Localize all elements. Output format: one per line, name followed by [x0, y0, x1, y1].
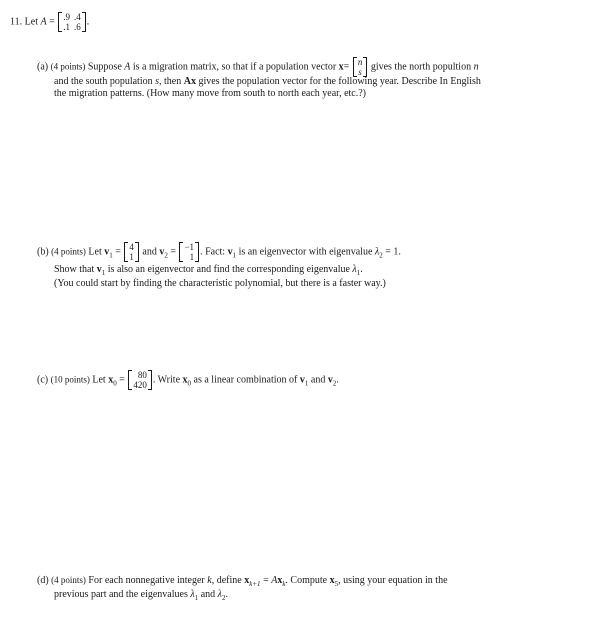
part-a-text: is a migration matrix, so that if a population vector — [132, 61, 337, 73]
subscript-2: 2 — [332, 379, 337, 388]
part-a-line-1 — [37, 57, 479, 77]
matrix-a-11: .9 — [63, 12, 70, 22]
part-b-text: Let — [88, 246, 102, 258]
part-b-line-2 — [54, 264, 363, 279]
vector-v2-entry: 1 — [189, 252, 195, 262]
part-c-line-1 — [37, 370, 339, 390]
equals-sign: = — [343, 61, 350, 73]
equals-sign: = — [119, 374, 125, 386]
part-d-text: , define — [211, 575, 242, 586]
equals-sign: = — [115, 246, 121, 258]
part-b-points: (4 points) — [51, 246, 86, 257]
part-d-text: and — [200, 589, 216, 600]
vector-v2-entry: −1 — [184, 242, 195, 252]
part-d-text: , using your equation in the — [338, 575, 448, 586]
part-c-text: as a linear combination of — [193, 374, 298, 386]
vector-symbol-x: x — [277, 575, 283, 586]
subscript-1: 1 — [232, 251, 237, 260]
part-a-label: (a) — [37, 61, 49, 73]
equals-sign: = — [49, 16, 55, 28]
part-d-line-2 — [54, 589, 228, 604]
vector-symbol-v: v — [327, 374, 333, 386]
part-a-text: gives the population vector for the following year. Describe In English — [198, 76, 481, 87]
equals-sign: = — [170, 246, 176, 258]
part-d-text: For each nonnegative integer — [88, 575, 205, 586]
vector-symbol-v: v — [299, 374, 305, 386]
vector-x0-entry: 420 — [133, 380, 147, 390]
vector-v2 — [179, 242, 199, 262]
vector-v1-entry: 1 — [129, 252, 134, 262]
symbol-ax: Ax — [183, 76, 196, 87]
matrix-symbol-a: A — [271, 575, 278, 586]
vector-symbol-x: x — [329, 575, 335, 586]
lambda-symbol: λ — [190, 589, 195, 600]
part-c-text: Let — [92, 374, 106, 386]
symbol-k: k — [207, 575, 212, 586]
part-a-text: the migration patterns. (How many move from south to north each year, etc.?) — [54, 88, 367, 99]
subscript-1: 1 — [101, 269, 106, 277]
vector-entry-n: n — [357, 57, 363, 67]
part-a-points: (4 points) — [50, 61, 86, 72]
subscript-5: 5 — [334, 580, 339, 588]
part-b-text: and — [142, 246, 157, 258]
part-d-points: (4 points) — [51, 575, 86, 585]
part-d-label: (d) — [37, 575, 49, 586]
part-d-text: previous part and the eigenvalues — [54, 589, 188, 600]
part-a-text: , then — [159, 76, 182, 87]
part-d-text: . Compute — [285, 575, 328, 586]
lambda-symbol: λ — [374, 246, 380, 258]
vector-v1 — [124, 242, 139, 262]
part-a-text: Suppose — [87, 61, 122, 73]
vector-entry-s: s — [358, 67, 362, 77]
population-vector — [353, 57, 368, 77]
vector-symbol-x: x — [108, 374, 114, 386]
lambda-symbol: λ — [352, 264, 357, 275]
symbol-n: n — [473, 61, 479, 73]
part-b-line-3 — [54, 278, 386, 290]
vector-x0 — [128, 370, 152, 390]
equals-sign: = — [263, 575, 269, 586]
vector-symbol-x: x — [244, 575, 250, 586]
part-c-points: (10 points) — [50, 374, 90, 385]
matrix-a-21: .1 — [63, 22, 70, 32]
subscript-1: 1 — [356, 269, 361, 277]
vector-symbol-v: v — [104, 246, 110, 258]
subscript-1: 1 — [109, 251, 113, 260]
part-b-text: . Fact: — [200, 246, 226, 258]
part-b-text: is also an eigenvector and find the corresponding eigenvalue — [107, 264, 350, 275]
problem-intro: Let — [24, 16, 38, 28]
vector-x0-entry: 80 — [137, 370, 147, 380]
part-c-text: . — [336, 374, 339, 386]
part-d-text: . — [225, 589, 228, 600]
problem-number: 11. — [10, 16, 23, 28]
part-b-text: is an eigenvector with eigenvalue — [238, 246, 373, 258]
problem-header — [10, 12, 89, 32]
lambda-symbol: λ — [217, 589, 222, 600]
vector-v1-entry: 4 — [129, 242, 134, 252]
part-a-text: and the south population — [54, 76, 153, 87]
vector-symbol-x: x — [182, 374, 188, 386]
subscript-0: 0 — [187, 379, 192, 388]
part-b-text: Show that — [54, 264, 95, 275]
vector-symbol-x: x — [338, 61, 344, 73]
subscript-k-plus-1: k+1 — [249, 580, 261, 588]
part-b-text: . — [360, 264, 363, 275]
part-b-text: (You could start by finding the characteristic polynomial, but there is a faster way.) — [54, 278, 386, 289]
subscript-2: 2 — [379, 251, 383, 260]
part-b-label: (b) — [37, 246, 49, 258]
part-c-text: and — [310, 374, 326, 386]
part-b-text: = 1. — [385, 246, 401, 258]
subscript-2: 2 — [164, 251, 168, 260]
matrix-name: A — [40, 16, 47, 28]
subscript-1: 1 — [304, 379, 309, 388]
vector-symbol-v: v — [227, 246, 233, 258]
subscript-0: 0 — [113, 379, 117, 388]
vector-symbol-v: v — [159, 246, 165, 258]
vector-symbol-v: v — [96, 264, 102, 275]
symbol-s: s — [155, 76, 160, 87]
matrix-symbol-a: A — [124, 61, 131, 73]
subscript-1: 1 — [194, 594, 199, 602]
matrix-a-12: .4 — [73, 12, 81, 22]
subscript-k: k — [282, 580, 286, 588]
part-b-line-1 — [37, 242, 401, 262]
part-a-text: gives the north popultion — [370, 61, 472, 73]
part-c-text: . Write — [152, 374, 181, 386]
part-d-line-1 — [37, 574, 448, 590]
matrix-a-period: . — [86, 16, 90, 28]
matrix-a — [58, 12, 86, 32]
part-a-line-2 — [54, 76, 481, 88]
subscript-2: 2 — [221, 594, 226, 602]
part-a-line-3 — [54, 88, 366, 100]
matrix-a-22: .6 — [73, 22, 81, 32]
part-c-label: (c) — [37, 374, 49, 386]
